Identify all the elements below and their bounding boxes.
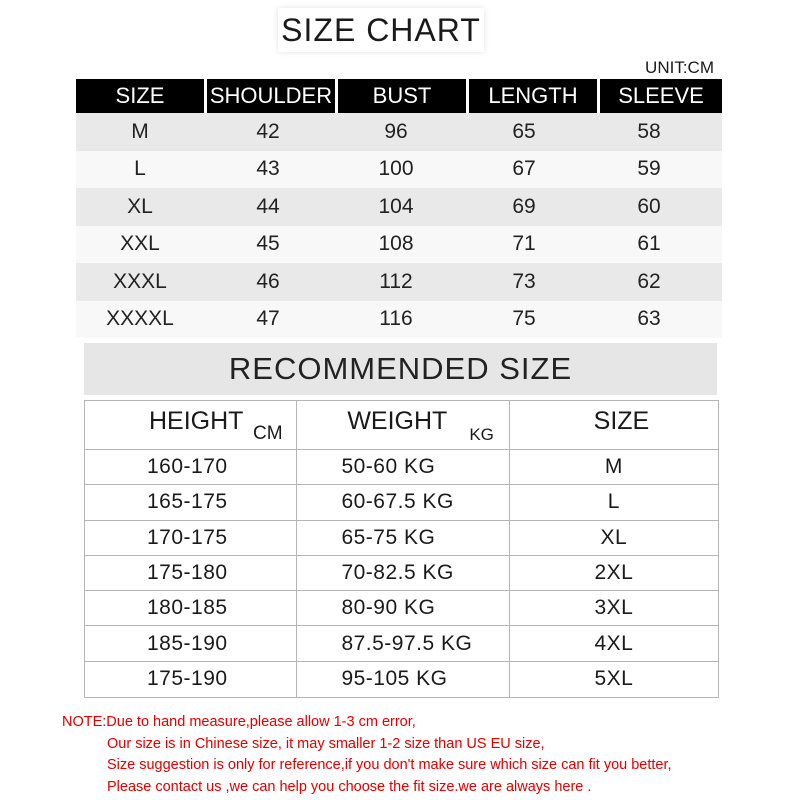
note-line-4: Please contact us ,we can help you choose the fit size.we are always here .: [107, 778, 592, 795]
cell-weight: 65-75 KG: [297, 521, 509, 555]
weight-unit-label: KG: [469, 425, 494, 444]
cell-sleeve: 63: [637, 307, 661, 331]
cell-shoulder: 46: [256, 269, 280, 293]
cell-length: 67: [512, 157, 536, 181]
cell-height: 160-170: [85, 450, 297, 484]
cell-sleeve: 62: [637, 269, 661, 293]
cell-length: 65: [512, 119, 536, 143]
column-header-weight: [297, 401, 509, 449]
cell-bust: 100: [378, 157, 414, 181]
cell-shoulder: 45: [256, 232, 280, 256]
recommended-header: [85, 401, 718, 450]
table-row: [85, 521, 718, 556]
cell-sleeve: 59: [637, 157, 661, 181]
cell-size: M: [604, 455, 623, 479]
table-row: [85, 662, 718, 697]
cell-size: L: [134, 157, 146, 181]
cell-size: XXXL: [113, 269, 167, 293]
table-row: [85, 591, 718, 626]
cell-size: XL: [600, 525, 628, 549]
cell-sleeve: 58: [637, 119, 661, 143]
cell-height: 165-175: [85, 485, 297, 519]
cell-length: 73: [512, 269, 536, 293]
table-row: [85, 485, 718, 520]
cell-bust: 96: [384, 119, 408, 143]
cell-weight: 70-82.5 KG: [297, 556, 509, 590]
table-row: [85, 626, 718, 661]
cell-bust: 104: [378, 194, 414, 218]
cell-sleeve: 60: [637, 194, 661, 218]
size-header-label: SIZE: [593, 407, 650, 435]
note-line-1: NOTE:Due to hand measure,please allow 1-3 cm error,: [62, 714, 416, 730]
cell-size: XXXXL: [106, 307, 174, 331]
note-line-3: Size suggestion is only for reference,if you don't make sure which size can fit you better,: [107, 757, 672, 773]
table-row: [76, 151, 722, 189]
table-row: [76, 263, 722, 301]
cell-size: XL: [127, 194, 153, 218]
column-header-shoulder: SHOULDER: [207, 79, 335, 113]
cell-size: 4XL: [594, 631, 634, 655]
cell-bust: 108: [378, 232, 414, 256]
column-header-length: LENGTH: [469, 79, 597, 113]
cell-length: 75: [512, 307, 536, 331]
note-line-2: Our size is in Chinese size, it may smaller 1-2 size than US EU size,: [107, 735, 545, 752]
cell-shoulder: 42: [256, 119, 280, 143]
column-header-size: SIZE: [76, 79, 204, 113]
size-chart-table: [76, 79, 722, 338]
cell-weight: 50-60 KG: [297, 450, 509, 484]
cell-weight: 95-105 KG: [297, 662, 509, 697]
cell-size: 2XL: [594, 561, 634, 585]
table-row: [76, 226, 722, 264]
cell-sleeve: 61: [637, 232, 661, 256]
table-row: [76, 188, 722, 226]
table-row: [85, 450, 718, 485]
table-row: [85, 556, 718, 591]
cell-bust: 116: [379, 307, 413, 331]
cell-shoulder: 44: [256, 194, 280, 218]
cell-weight: 80-90 KG: [297, 591, 509, 625]
cell-height: 185-190: [85, 626, 297, 660]
cell-weight: 87.5-97.5 KG: [297, 626, 509, 660]
cell-size: M: [131, 119, 149, 143]
column-header-size: [510, 401, 718, 449]
recommended-size-table: [84, 400, 719, 698]
cell-size: 5XL: [594, 667, 634, 691]
unit-label: UNIT:CM: [645, 58, 714, 77]
cell-shoulder: 43: [256, 157, 280, 181]
cell-size: XXL: [120, 232, 160, 256]
cell-weight: 60-67.5 KG: [297, 485, 509, 519]
height-unit-label: CM: [253, 423, 283, 444]
page-title: SIZE CHART: [278, 8, 484, 52]
height-header-label: HEIGHT: [149, 407, 244, 435]
column-header-bust: BUST: [338, 79, 466, 113]
cell-height: 170-175: [85, 521, 297, 555]
table-row: [76, 301, 722, 339]
weight-header-label: WEIGHT: [347, 407, 448, 435]
table-row: [76, 113, 722, 151]
cell-shoulder: 47: [256, 307, 280, 331]
cell-length: 69: [512, 194, 536, 218]
cell-size: L: [607, 490, 620, 514]
cell-height: 175-190: [85, 662, 297, 697]
cell-height: 175-180: [85, 556, 297, 590]
column-header-height: [85, 401, 297, 449]
column-header-sleeve: SLEEVE: [600, 79, 722, 113]
recommended-size-title: RECOMMENDED SIZE: [84, 343, 717, 395]
cell-height: 180-185: [85, 591, 297, 625]
size-chart-header: [76, 79, 722, 113]
cell-bust: 112: [379, 269, 413, 293]
cell-size: 3XL: [594, 596, 634, 620]
cell-length: 71: [512, 232, 536, 256]
note-text: [62, 712, 672, 798]
